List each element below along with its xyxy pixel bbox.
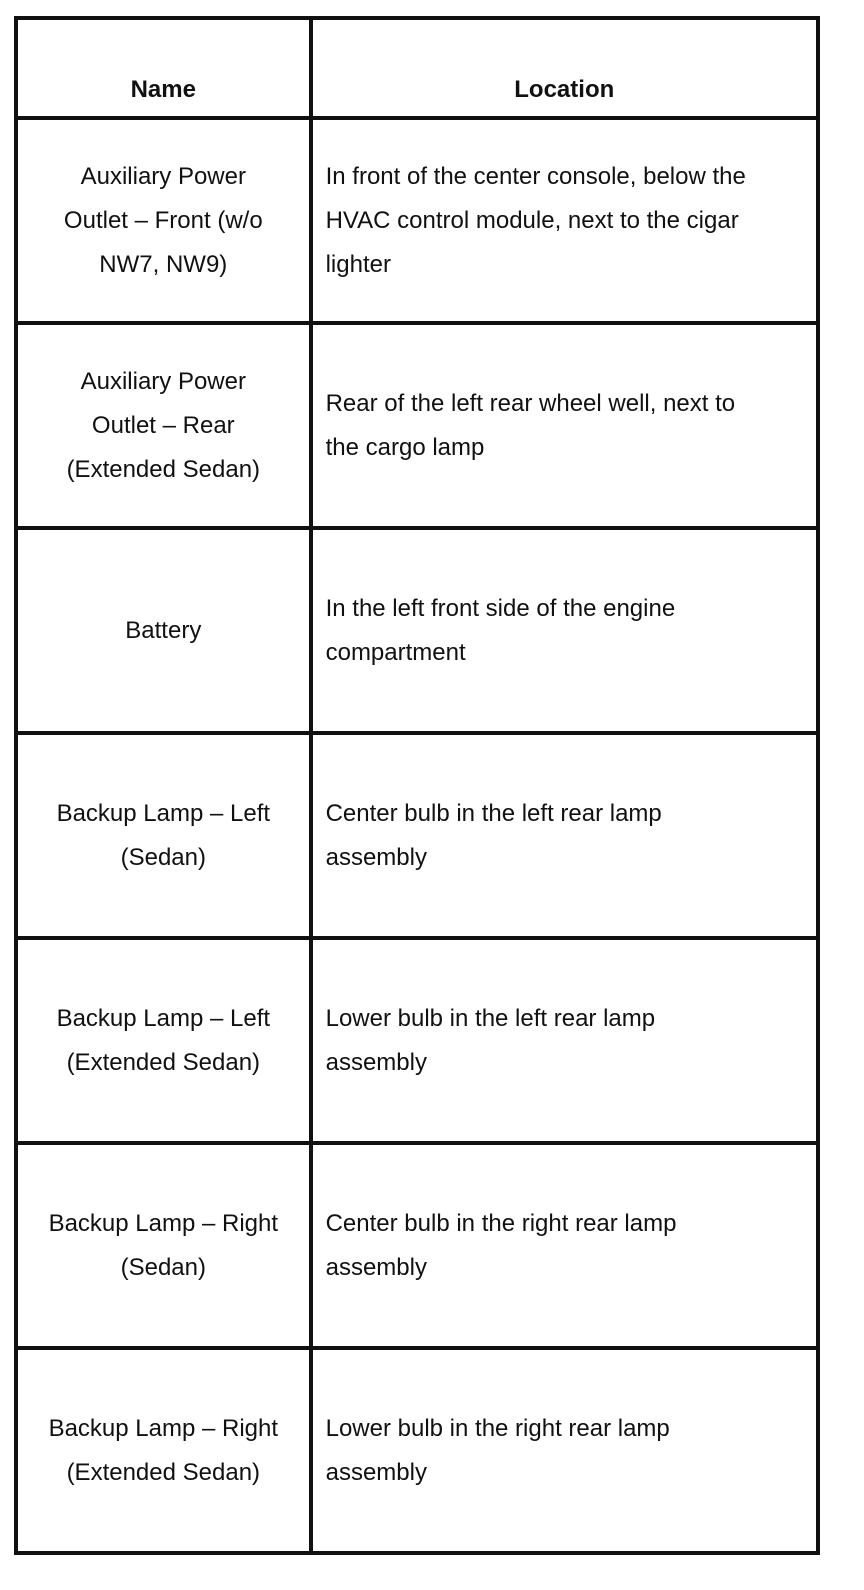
table-row bbox=[18, 735, 820, 940]
table-row bbox=[18, 1145, 820, 1350]
location-cell bbox=[313, 120, 820, 325]
location-text: Rear of the left rear wheel well, next to the cargo lamp bbox=[325, 389, 736, 461]
name-cell bbox=[18, 940, 313, 1145]
header-name: Name bbox=[18, 20, 313, 120]
name-text: Backup Lamp – Right (Sedan) bbox=[48, 1209, 279, 1281]
name-text: Battery bbox=[125, 616, 202, 644]
name-cell bbox=[18, 1145, 313, 1350]
location-cell bbox=[313, 325, 820, 530]
name-cell bbox=[18, 530, 313, 735]
name-text: Backup Lamp – Left (Sedan) bbox=[56, 799, 271, 871]
location-text: Lower bulb in the right rear lamp assembly bbox=[325, 1414, 670, 1486]
location-text: Center bulb in the right rear lamp assembly bbox=[325, 1209, 677, 1281]
table-row bbox=[18, 940, 820, 1145]
name-text: Backup Lamp – Left (Extended Sedan) bbox=[56, 1004, 271, 1076]
location-cell bbox=[313, 530, 820, 735]
name-cell bbox=[18, 325, 313, 530]
location-text: In front of the center console, below the HVAC control module, next to the cigar lighter bbox=[325, 162, 746, 278]
header-location: Location bbox=[313, 20, 820, 120]
location-cell bbox=[313, 735, 820, 940]
name-cell bbox=[18, 120, 313, 325]
location-text: Lower bulb in the left rear lamp assembly bbox=[325, 1004, 656, 1076]
name-cell bbox=[18, 1350, 313, 1555]
table-row bbox=[18, 530, 820, 735]
component-location-table bbox=[14, 16, 820, 1555]
table-row bbox=[18, 120, 820, 325]
location-text: Center bulb in the left rear lamp assembly bbox=[325, 799, 662, 871]
name-cell bbox=[18, 735, 313, 940]
table-row bbox=[18, 325, 820, 530]
location-cell bbox=[313, 940, 820, 1145]
name-text: Auxiliary Power Outlet – Rear (Extended Sedan) bbox=[66, 367, 261, 483]
table-header-row bbox=[18, 20, 820, 120]
name-text: Backup Lamp – Right (Extended Sedan) bbox=[48, 1414, 279, 1486]
table-row bbox=[18, 1350, 820, 1555]
location-cell bbox=[313, 1350, 820, 1555]
location-cell bbox=[313, 1145, 820, 1350]
name-text: Auxiliary Power Outlet – Front (w/o NW7, NW9) bbox=[63, 162, 263, 278]
location-text: In the left front side of the engine compartment bbox=[325, 594, 676, 666]
